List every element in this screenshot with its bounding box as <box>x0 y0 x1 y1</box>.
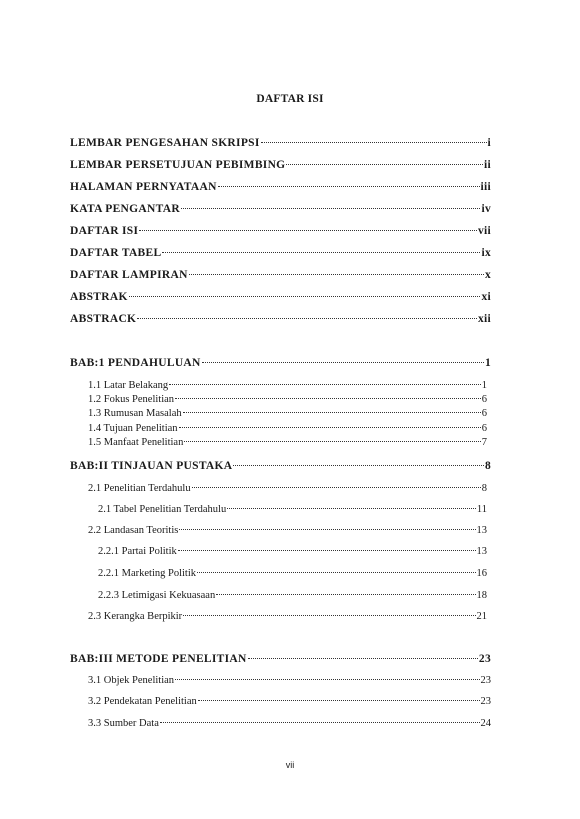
toc-entry-page: 7 <box>481 437 487 448</box>
dot-leader <box>179 427 481 428</box>
dot-leader <box>218 186 480 187</box>
dot-leader <box>179 529 475 530</box>
dot-leader <box>139 230 477 231</box>
toc-entry-label: 2.1 Tabel Penelitian Terdahulu <box>98 504 227 515</box>
page-title: DAFTAR ISI <box>256 93 324 105</box>
dot-leader <box>183 412 481 413</box>
dot-leader <box>183 615 475 616</box>
dot-leader <box>216 594 475 595</box>
toc-entry-page: 1 <box>481 380 487 391</box>
toc-entry-label: 3.3 Sumber Data <box>88 718 159 729</box>
toc-entry-label: 2.2.3 Letimigasi Kekuasaan <box>98 590 216 601</box>
dot-leader <box>202 362 484 363</box>
toc-entry-label: ABSTRACK <box>70 313 137 325</box>
toc-chapter <box>70 460 491 472</box>
toc-entry-label: 1.1 Latar Belakang <box>88 380 169 391</box>
toc-section <box>88 394 487 405</box>
toc-chapter <box>70 653 491 665</box>
toc-entry-page: 24 <box>480 718 491 729</box>
toc-entry-label: HALAMAN PERNYATAAN <box>70 181 217 193</box>
dot-leader <box>248 658 478 659</box>
toc-entry-label: 3.1 Objek Penelitian <box>88 675 175 686</box>
toc-entry-page: xi <box>481 291 491 303</box>
toc-section <box>88 525 487 536</box>
toc-entry-page: 8 <box>481 483 487 494</box>
toc-entry <box>70 159 491 171</box>
toc-entry-label: 2.3 Kerangka Berpikir <box>88 611 183 622</box>
toc-entry-label: BAB:III METODE PENELITIAN <box>70 653 247 665</box>
toc-section <box>88 437 487 448</box>
toc-entry-label: 1.2 Fokus Penelitian <box>88 394 175 405</box>
toc-entry-label: 1.4 Tujuan Penelitian <box>88 423 178 434</box>
toc-section <box>88 483 487 494</box>
toc-subsection <box>98 590 487 601</box>
dot-leader <box>233 465 484 466</box>
toc-entry-page: x <box>484 269 491 281</box>
toc-entry-label: BAB:1 PENDAHULUAN <box>70 357 201 369</box>
toc-subsection <box>98 546 487 557</box>
toc-entry-page: i <box>487 137 491 149</box>
toc-entry-label: 2.1 Penelitian Terdahulu <box>88 483 191 494</box>
toc-entry-label: LEMBAR PERSETUJUAN PEBIMBING <box>70 159 286 171</box>
toc-entry-page: ix <box>481 247 491 259</box>
page-number: vii <box>285 760 295 770</box>
toc-entry-page: 8 <box>484 460 491 472</box>
toc-entry-page: 6 <box>481 394 487 405</box>
toc-entry-page: 13 <box>476 546 487 557</box>
dot-leader <box>184 441 480 442</box>
toc-entry-label: 1.3 Rumusan Masalah <box>88 408 182 419</box>
dot-leader <box>192 487 481 488</box>
toc-entry-label: ABSTRAK <box>70 291 128 303</box>
dot-leader <box>189 274 484 275</box>
dot-leader <box>178 550 476 551</box>
toc-entry <box>70 269 491 281</box>
toc-section <box>88 718 491 729</box>
toc-entry-page: 6 <box>481 423 487 434</box>
toc-entry-page: 6 <box>481 408 487 419</box>
toc-entry <box>70 247 491 259</box>
toc-entry-page: 13 <box>476 525 487 536</box>
dot-leader <box>129 296 481 297</box>
toc-entry-page: 23 <box>480 675 491 686</box>
dot-leader <box>162 252 480 253</box>
toc-entry-label: 2.2.1 Marketing Politik <box>98 568 196 579</box>
dot-leader <box>169 384 481 385</box>
toc-entry-label: KATA PENGANTAR <box>70 203 180 215</box>
dot-leader <box>197 572 476 573</box>
dot-leader <box>286 164 483 165</box>
toc-entry-page: 11 <box>476 504 487 515</box>
dot-leader <box>175 398 481 399</box>
toc-entry-label: 2.2.1 Partai Politik <box>98 546 177 557</box>
dot-leader <box>181 208 481 209</box>
toc-entry-label: 1.5 Manfaat Penelitian <box>88 437 184 448</box>
toc-subsection <box>98 504 487 515</box>
toc-entry-label: 3.2 Pendekatan Penelitian <box>88 696 197 707</box>
dot-leader <box>227 508 476 509</box>
toc-entry-page: iv <box>481 203 491 215</box>
toc-section <box>88 675 491 686</box>
toc-entry <box>70 313 491 325</box>
toc-entry-page: 23 <box>480 696 491 707</box>
toc-entry-page: ii <box>484 159 491 171</box>
dot-leader <box>160 722 480 723</box>
dot-leader <box>261 142 487 143</box>
toc-entry-page: 16 <box>476 568 487 579</box>
toc-entry-label: 2.2 Landasan Teoritis <box>88 525 179 536</box>
toc-entry-page: 18 <box>476 590 487 601</box>
toc-entry <box>70 137 491 149</box>
toc-entry-page: iii <box>480 181 491 193</box>
toc-entry <box>70 181 491 193</box>
toc-entry <box>70 225 491 237</box>
dot-leader <box>175 679 479 680</box>
toc-entry-label: DAFTAR LAMPIRAN <box>70 269 188 281</box>
toc-entry-page: xii <box>477 313 491 325</box>
toc-entry-page: vii <box>477 225 491 237</box>
toc-subsection <box>98 568 487 579</box>
dot-leader <box>137 318 477 319</box>
toc-section <box>88 423 487 434</box>
toc-entry-page: 21 <box>476 611 487 622</box>
toc-entry-label: LEMBAR PENGESAHAN SKRIPSI <box>70 137 260 149</box>
toc-section <box>88 696 491 707</box>
toc-section <box>88 408 487 419</box>
toc-section <box>88 380 487 391</box>
toc-entry-label: DAFTAR ISI <box>70 225 139 237</box>
toc-entry <box>70 203 491 215</box>
toc-entry-label: DAFTAR TABEL <box>70 247 162 259</box>
toc-entry-label: BAB:II TINJAUAN PUSTAKA <box>70 460 233 472</box>
toc-section <box>88 611 487 622</box>
dot-leader <box>198 700 480 701</box>
toc-chapter <box>70 357 491 369</box>
toc-entry <box>70 291 491 303</box>
toc-entry-page: 23 <box>478 653 491 665</box>
toc-entry-page: 1 <box>484 357 491 369</box>
